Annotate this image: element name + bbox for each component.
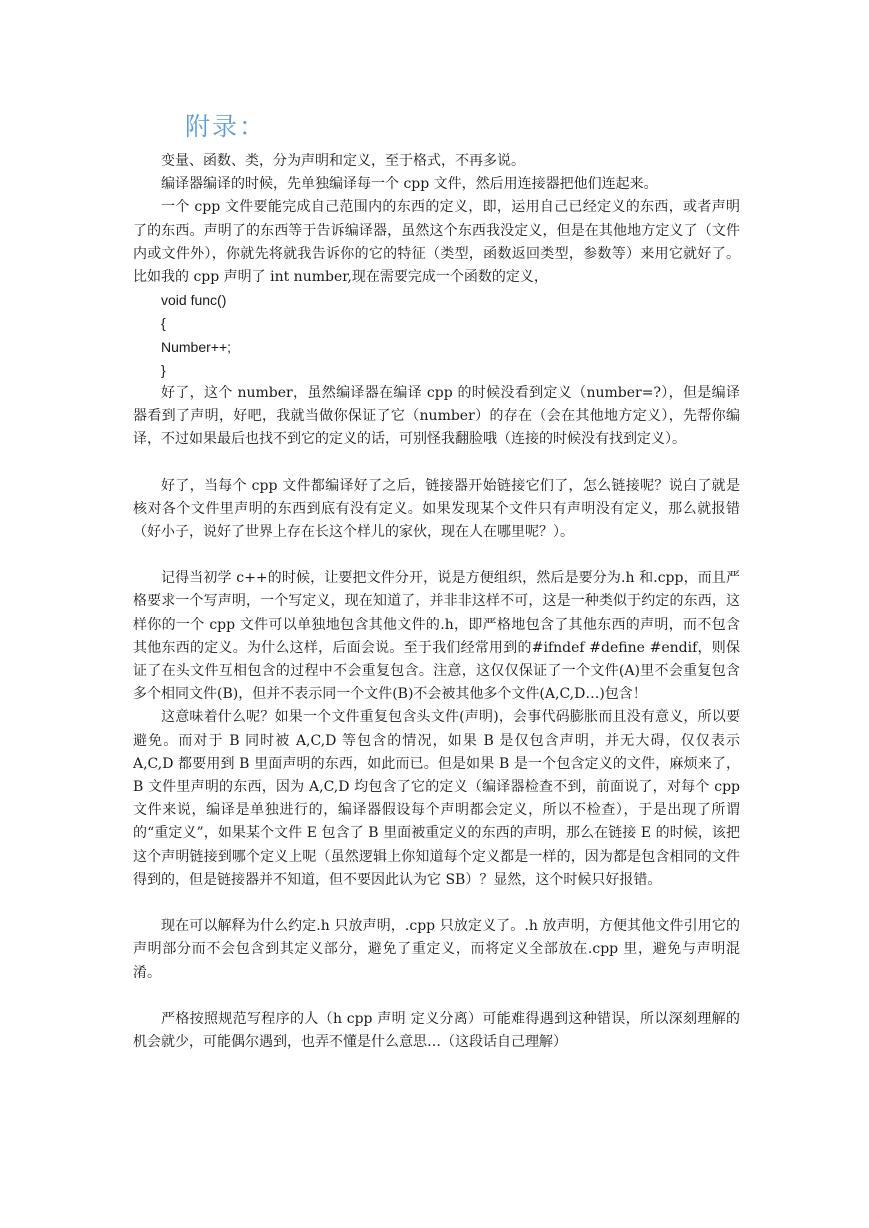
paragraph-spacer [133,544,740,567]
code-line: Number++; [161,338,232,355]
paragraph-spacer [133,452,740,475]
document-page [133,110,740,1054]
paragraph-header-files: 记得当初学 c++的时候，让要把文件分开，说是方便组织，然后是要分为.h 和.cpp，而且严格要求一个写声明，一个写定义，现在知道了，并非非这样不可，这是一种类似于约定的东西，这样你的一个 cpp 文件可以单独地包含其他文件的.h，即严格地包含了其他东西的声明，而不包含其他东西的定义。为什么这样，后面会说。至于我们经常用到的#ifndef #define #endif，则保证了在头文件互相包含的过程中不会重复包含。注意，这仅仅保证了一个文件(A)里不会重复包含多个相同文件(B)，但并不表示同一个文件(B)不会被其他多个文件(A,C,D…)包含！ [133,570,740,703]
paragraph-linker: 好了，当每个 cpp 文件都编译好了之后，链接器开始链接它们了，怎么链接呢？说白了就是核对各个文件里声明的东西到底有没有定义。如果发现某个文件只有声明没有定义，那么就报错（好小子，说好了世界上存在长这个样儿的家伙，现在人在哪里呢？）。 [133,477,740,541]
code-line: } [161,361,166,378]
code-line: void func() [161,292,227,309]
code-line: { [161,315,166,332]
paragraph-spacer [133,985,740,1008]
paragraph-spacer [133,892,740,915]
paragraph-intro: 变量、函数、类，分为声明和定义，至于格式，不再多说。 [161,153,525,169]
paragraph-definition: 一个 cpp 文件要能完成自己范围内的东西的定义，即，运用自己已经定义的东西，或者声明了的东西。声明了的东西等于告诉编译器，虽然这个东西我没定义，但是在其他地方定义了（文件内或文件外），你就先将就我告诉你的它的特征（类型，函数返回类型，参数等）来用它就好了。比如我的 cpp 声明了 int number,现在需要完成一个函数的定义， [133,199,740,286]
paragraph-redefinition: 这意味着什么呢？如果一个文件重复包含头文件(声明)，会事代码膨胀而且没有意义，所以要避免。而对于 B 同时被 A,C,D 等包含的情况，如果 B 是仅包含声明，并无大碍，仅仅表示 A,C,D 都要用到 B 里面声明的东西，如此而已。但是如果 B 是一个包含定义的文件，麻烦来了，B 文件里声明的东西，因为 A,C,D 均包含了它的定义（编译器检查不到，前面说了，对每个 cpp 文件来说，编译是单独进行的，编译器假设每个声明都会定义，所以不检查），于是出现了所谓的“重定义”，如果某个文件 E 包含了 B 里面被重定义的东西的声明，那么在链接 E 的时候，该把这个声明链接到哪个定义上呢（虽然逻辑上你知道每个定义都是一样的，因为都是包含相同的文件得到的，但是链接器并不知道，但不要因此认为它 SB）？显然，这个时候只好报错。 [133,709,740,888]
paragraph-closing: 严格按照规范写程序的人（h cpp 声明 定义分离）可能难得遇到这种错误，所以深刻理解的机会就少，可能偶尔遇到，也弄不懂是什么意思…（这段话自己理解） [133,1010,740,1050]
paragraph-convention: 现在可以解释为什么约定.h 只放声明，.cpp 只放定义了。.h 放声明，方便其他文件引用它的声明部分而不会包含到其定义部分，避免了重定义，而将定义全部放在.cpp 里，避免与声明混淆。 [133,918,740,981]
paragraph-number-explanation: 好了，这个 number，虽然编译器在编译 cpp 的时候没看到定义（number=?），但是编译器看到了声明，好吧，我就当做你保证了它（number）的存在（会在其他地方定义），先帮你编译，不过如果最后也找不到它的定义的话，可别怪我翻脸哦（连接的时候没有找到定义）。 [133,385,740,448]
paragraph-compile: 编译器编译的时候，先单独编译每一个 cpp 文件，然后用连接器把他们连起来。 [161,176,658,193]
appendix-heading: 附录： [185,112,267,141]
